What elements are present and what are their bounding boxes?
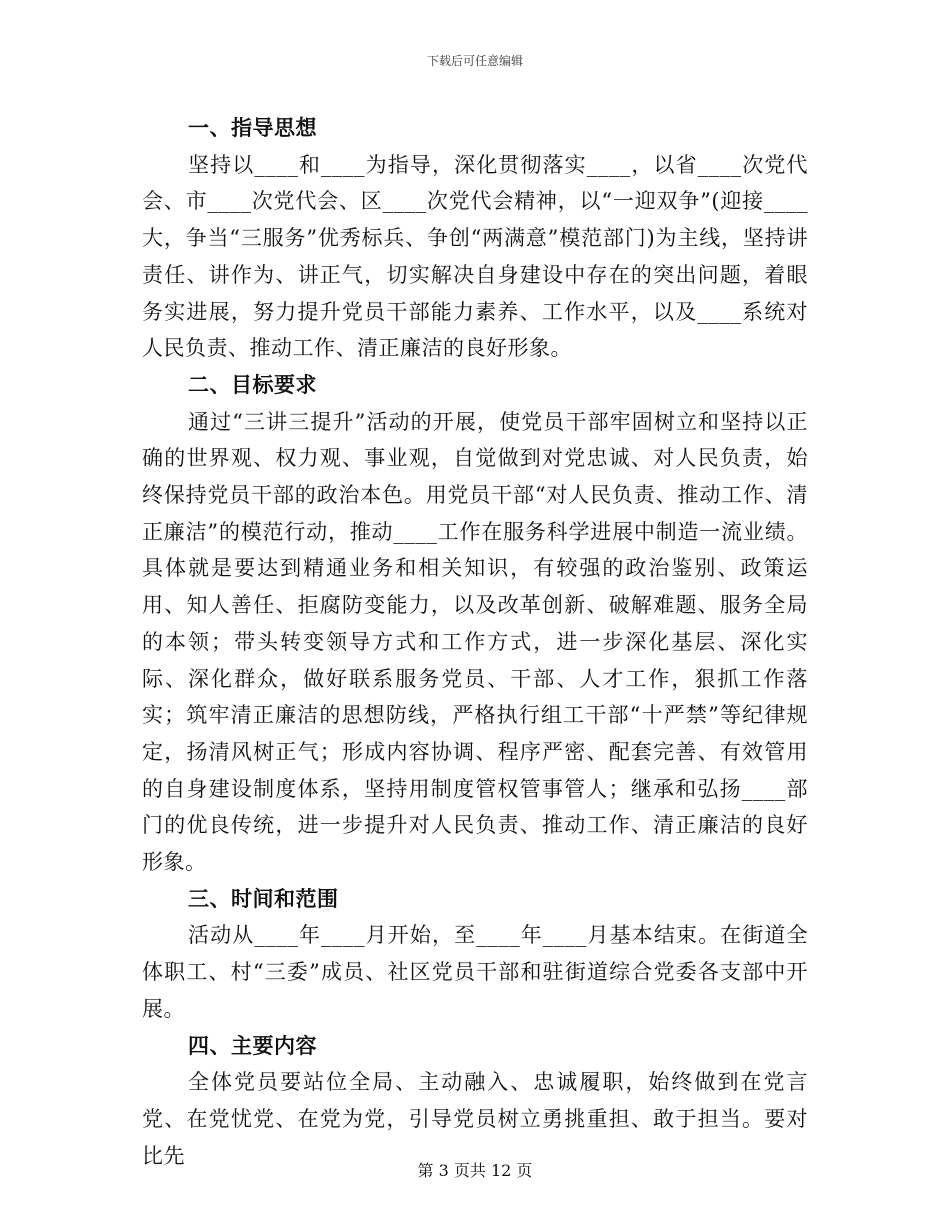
section-heading-objectives: 二、目标要求 [188,372,317,397]
page-header: 下载后可任意编辑 [426,54,523,68]
section-heading-guiding-ideology: 一、指导思想 [188,116,317,140]
section-paragraph-main-content: 全体党员要站位全局、主动融入、忠诚履职，始终做到在党言党、在党忧党、在党为党，引导党员树立勇挑重担、敢于担当。要对比先 [142,1070,808,1168]
section-paragraph-objectives: 通过“三讲三提升”活动的开展，使党员干部牢固树立和坚持以正确的世界观、权力观、事业观，自觉做到对党忠诚、对人民负责，始终保持党员干部的政治本色。用党员干部“对人民负责、推动工作、清正廉洁”的模范行动，推动____工作在服务科学进展中制造一流业绩。具体就是要达到精通业务和相关知识，有较强的政治鉴别、政策运用、知人善任、拒腐防变能力，以及改革创新、破解难题、服务全局的本领；带头转变领导方式和工作方式，进一步深化基层、深化实际、深化群众，做好联系服务党员、干部、人才工作，狠抓工作落实；筑牢清正廉洁的思想防线，严格执行组工干部“十严禁”等纪律规定，扬清风树正气；形成内容协调、程序严密、配套完善、有效管用的自身建设制度体系，坚持用制度管权管事管人；继承和弘扬____部门的优良传统，进一步提升对人民负责、推动工作、清正廉洁的良好形象。 [142,409,808,875]
document-body [142,110,808,1174]
section-paragraph-time-scope: 活动从____年____月开始，至____年____月基本结束。在街道全体职工、村“三委”成员、社区党员干部和驻街道综合党委各支部中开展。 [142,923,808,1021]
page-footer: 第 3 页共 12 页 [417,1161,533,1180]
section-heading-main-content: 四、主要内容 [188,1033,317,1058]
section-heading-time-scope: 三、时间和范围 [188,886,339,911]
section-paragraph-guiding-ideology: 坚持以____和____为指导，深化贯彻落实____，以省____次党代会、市____次党代会、区____次党代会精神，以“一迎双争”(迎接____大，争当“三服务”优秀标兵、争创“两满意”模范部门)为主线，坚持讲责任、讲作为、讲正气，切实解决自身建设中存在的突出问题，着眼务实进展，努力提升党员干部能力素养、工作水平，以及____系统对人民负责、推动工作、清正廉洁的良好形象。 [142,152,808,361]
